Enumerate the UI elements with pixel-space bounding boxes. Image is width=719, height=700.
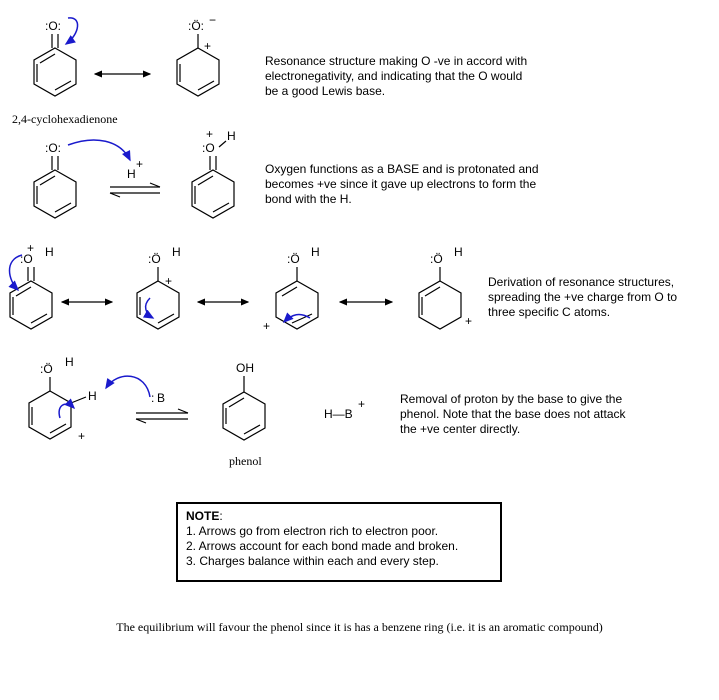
r3-oxygen-4: :Ö xyxy=(430,252,443,266)
dienone-molecule-2 xyxy=(34,156,76,218)
note-item: 2. Arrows account for each bond made and broken. xyxy=(186,539,459,553)
equilibrium-arrow xyxy=(110,183,160,197)
dienone-molecule-1 xyxy=(34,34,76,96)
dienone-resonance-molecule xyxy=(177,34,219,96)
r4-h-ring: H xyxy=(88,389,97,403)
proton-plus: + xyxy=(136,157,144,171)
footer-text: The equilibrium will favour the phenol since it is has a benzene ring (i.e. it is an aromatic compound) xyxy=(116,620,603,634)
r3-plus3: + xyxy=(263,319,271,333)
oxonium-label: :O xyxy=(202,141,215,155)
plus-charge: + xyxy=(204,39,212,53)
r3-oxygen-2: :Ö xyxy=(148,252,161,266)
oxonium-resonance-2 xyxy=(137,267,179,329)
conjugate-acid-plus: + xyxy=(358,397,366,411)
r4-h-top: H xyxy=(65,355,74,369)
oxonium-resonance-4 xyxy=(419,267,461,329)
svg-text::: : xyxy=(151,391,155,405)
curved-protonation-arrow xyxy=(68,140,130,160)
protonated-dienone xyxy=(192,156,234,218)
step2-note: Oxygen functions as a BASE and is protonated and becomes +ve since it gave up electrons to form the bond with the H. xyxy=(265,162,539,206)
r4-oxygen: :Ö xyxy=(40,362,53,376)
r3-h2: H xyxy=(172,245,181,259)
compound-name-caption: 2,4-cyclohexadienone xyxy=(12,112,118,126)
oxygen-label: :O: xyxy=(45,19,62,33)
r3-plus4: + xyxy=(465,314,473,328)
note-item: 3. Charges balance within each and every step. xyxy=(186,554,439,568)
r3-oxonium: :O xyxy=(20,252,33,266)
r3-oxygen-3: :Ö xyxy=(287,252,300,266)
phenol-caption: phenol xyxy=(229,454,262,468)
r3-plus1: + xyxy=(27,241,35,255)
phenol-molecule xyxy=(223,376,265,440)
note-box xyxy=(176,502,502,582)
r3-h1: H xyxy=(45,245,54,259)
conjugate-acid: H—B xyxy=(324,407,353,421)
note-heading: NOTE: xyxy=(186,509,223,523)
proton-label: H xyxy=(127,167,136,181)
oxonium-resonance-1 xyxy=(10,267,52,329)
step1-note: Resonance structure making O -ve in accord with electronegativity, and indicating that the O would be a good Lewis base. xyxy=(265,54,528,98)
equilibrium-arrow-2 xyxy=(136,409,188,423)
note-item: 1. Arrows go from electron rich to electron poor. xyxy=(186,524,439,538)
base-label: B xyxy=(157,391,166,405)
step4-note: Removal of proton by the base to give the phenol. Note that the base does not attack the +ve center directly. xyxy=(400,392,626,436)
minus-charge: − xyxy=(209,13,217,27)
oxonium-h: H xyxy=(227,129,236,143)
phenol-oh: OH xyxy=(236,361,254,375)
oxygen-label-2: :O: xyxy=(45,141,62,155)
curved-electron-arrow xyxy=(66,18,78,44)
r3-h4: H xyxy=(454,245,463,259)
oxonium-plus: + xyxy=(206,127,214,141)
oxonium-resonance-3 xyxy=(276,267,318,329)
r4-plus: + xyxy=(78,429,86,443)
step3-note: Derivation of resonance structures, spreading the +ve charge from O to three specific C atoms. xyxy=(488,275,678,319)
r3-plus2: + xyxy=(165,274,173,288)
oxygen-anion-label: :Ö: xyxy=(188,19,205,33)
r3-h3: H xyxy=(311,245,320,259)
